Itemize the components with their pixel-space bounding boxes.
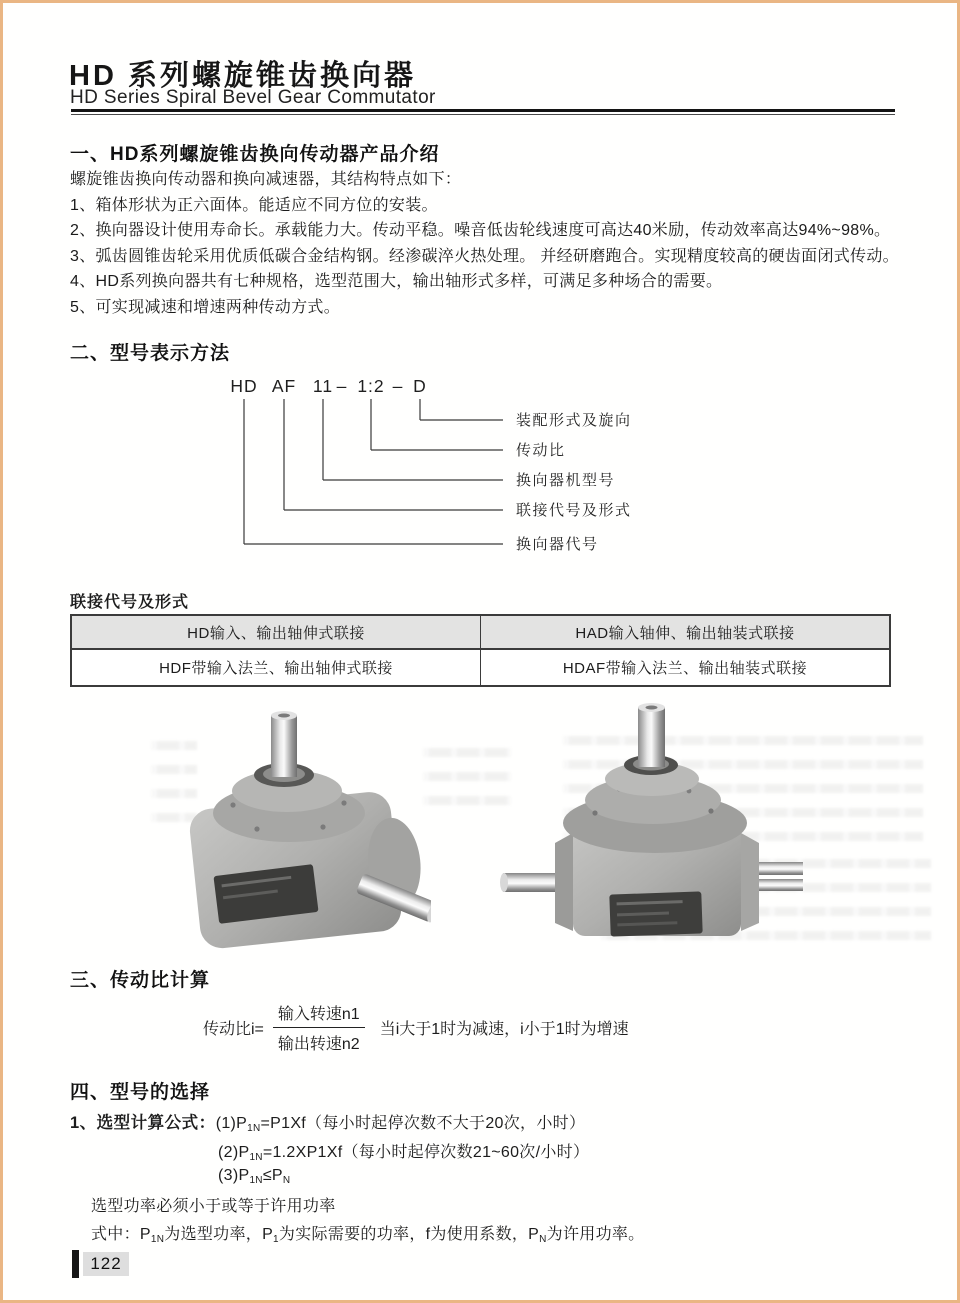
selection-formula-2 bbox=[218, 1139, 589, 1163]
selection-formula-1 bbox=[70, 1109, 585, 1134]
formula-text: 为选型功率，P bbox=[164, 1226, 274, 1243]
formula-text: (3)P bbox=[218, 1167, 250, 1184]
list-item: 3、弧齿圆锥齿轮采用优质低碳合金结构钢。经渗碳淬火热处理。 并经研磨跑合。实现精度较高的硬齿面闭式传动。 bbox=[70, 247, 899, 265]
formula-text: 式中：P bbox=[91, 1226, 151, 1243]
page-number-bar bbox=[72, 1250, 79, 1278]
section1-body bbox=[70, 167, 915, 320]
page-subtitle: HD Series Spiral Bevel Gear Commutator bbox=[70, 87, 436, 108]
header-divider bbox=[71, 109, 895, 115]
subscript: N bbox=[539, 1234, 547, 1245]
formula-lhs: 传动比i= bbox=[203, 1021, 264, 1038]
selection-note-2 bbox=[91, 1221, 644, 1245]
table-cell: HDF带输入法兰、输出轴伸式联接 bbox=[71, 649, 481, 686]
connection-table bbox=[70, 614, 891, 687]
selection-formula-label: 1、选型计算公式： bbox=[70, 1114, 216, 1132]
subscript: N bbox=[282, 1175, 291, 1186]
model-part: 11 bbox=[312, 376, 334, 396]
selection-note-1: 选型功率必须小于或等于许用功率 bbox=[91, 1198, 336, 1215]
model-part: 1:2 bbox=[357, 376, 385, 396]
table-header-cell: HAD输入轴伸、输出轴装式联接 bbox=[481, 615, 891, 649]
subscript: 1N bbox=[150, 1234, 165, 1245]
subscript: 1N bbox=[247, 1123, 261, 1134]
section3-title: 三、传动比计算 bbox=[70, 970, 211, 991]
fraction bbox=[273, 1001, 365, 1054]
model-part: AF bbox=[271, 376, 297, 396]
diagram-label: 换向器代号 bbox=[516, 536, 599, 553]
section1-title: 一、HD系列螺旋锥齿换向传动器产品介绍 bbox=[70, 144, 440, 165]
gearbox-photo-right bbox=[495, 701, 805, 951]
formula-text: =P1Xf（每小时起停次数不大于20次，小时） bbox=[260, 1115, 586, 1132]
list-item: 4、HD系列换向器共有七种规格，选型范围大，输出轴形式多样，可满足多种场合的需要。 bbox=[70, 273, 723, 290]
section4-title: 四、型号的选择 bbox=[70, 1082, 211, 1103]
formula-text: 为许用功率。 bbox=[546, 1226, 645, 1243]
page-title: HD 系列螺旋锥齿换向器 bbox=[69, 60, 416, 92]
subscript: 1N bbox=[249, 1152, 263, 1163]
section2-title: 二、型号表示方法 bbox=[70, 343, 231, 364]
page-number: 122 bbox=[83, 1252, 129, 1276]
section1-intro: 螺旋锥齿换向传动器和换向减速器，其结构特点如下： bbox=[70, 171, 462, 188]
model-dash: – bbox=[336, 376, 348, 396]
ratio-formula bbox=[203, 1001, 629, 1054]
formula-text: (2)P bbox=[218, 1144, 250, 1161]
formula-note: 当i大于1时为减速，i小于1时为增速 bbox=[379, 1021, 629, 1038]
model-part: HD bbox=[230, 376, 258, 396]
fraction-numerator: 输入转速n1 bbox=[273, 1001, 365, 1028]
gearbox-photo-left bbox=[161, 705, 431, 955]
table-header-cell: HD输入、输出轴伸式联接 bbox=[71, 615, 481, 649]
model-code-diagram bbox=[71, 369, 651, 554]
subscript: 1N bbox=[249, 1175, 263, 1186]
list-item: 5、可实现减速和增速两种传动方式。 bbox=[70, 298, 340, 316]
diagram-label: 装配形式及旋向 bbox=[516, 412, 632, 429]
subscript: 1 bbox=[273, 1234, 279, 1245]
selection-formula-3 bbox=[218, 1167, 290, 1186]
formula-text: 为实际需要的功率，f为使用系数，P bbox=[278, 1226, 540, 1243]
diagram-label: 传动比 bbox=[516, 442, 566, 459]
list-item: 1、箱体形状为正六面体。能适应不同方位的安装。 bbox=[70, 196, 438, 214]
formula-text: (1)P bbox=[215, 1115, 248, 1132]
fraction-denominator: 输出转速n2 bbox=[277, 1036, 360, 1053]
model-part: D bbox=[413, 376, 427, 396]
table-cell: HDAF带输入法兰、输出轴装式联接 bbox=[481, 649, 891, 686]
formula-text: ≤P bbox=[262, 1167, 283, 1184]
connection-table-heading: 联接代号及形式 bbox=[70, 594, 190, 611]
diagram-label: 联接代号及形式 bbox=[516, 502, 632, 519]
formula-text: =1.2XP1Xf（每小时起停次数21~60次/小时） bbox=[262, 1144, 590, 1161]
list-item: 2、换向器设计使用寿命长。承载能力大。传动平稳。噪音低齿轮线速度可高达40米励，传动效率高达94%~98%。 bbox=[70, 222, 891, 239]
diagram-label: 换向器机型号 bbox=[516, 472, 616, 489]
model-dash: – bbox=[392, 376, 404, 396]
